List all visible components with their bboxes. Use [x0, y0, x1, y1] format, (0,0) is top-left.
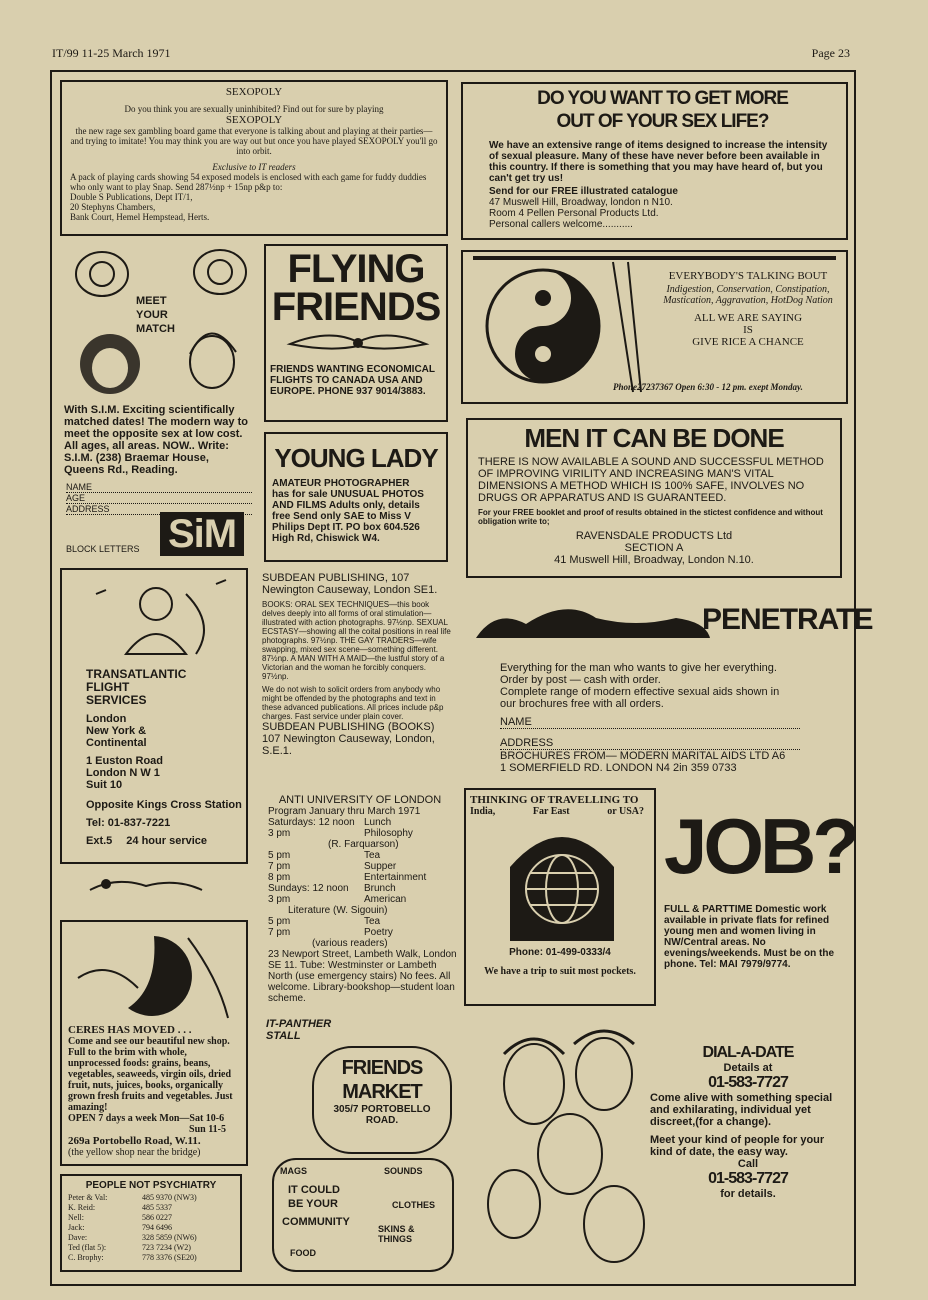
- young-lady-ad: [264, 432, 448, 562]
- dial-body: Come alive with something special and exhilarating, individual yet discreet,(for a change).: [650, 1092, 833, 1128]
- flying-title-2: FRIENDS: [271, 285, 441, 329]
- rice-line-2: ALL WE ARE SAYING: [693, 312, 803, 324]
- men-ad: [466, 418, 842, 578]
- ceres-address: 269a Portobello Road, W.11.: [68, 1135, 201, 1147]
- penetrate-line-3: Complete range of modern effective sexual aids shown in: [500, 686, 780, 698]
- pnp-name: Dave:: [68, 1233, 88, 1242]
- schedule-item: (various readers): [312, 938, 388, 949]
- reclining-figure-icon: [466, 588, 716, 648]
- travel-dest-usa: or USA?: [607, 806, 644, 817]
- transatlantic-service: 24 hour service: [126, 835, 208, 847]
- people-not-psychiatry-ad: [60, 1174, 242, 1272]
- rice-ad: [461, 250, 848, 404]
- sexopoly-address-1: Double S Publications, Dept IT/1,: [70, 192, 193, 202]
- panther-word-be-your: BE YOUR: [288, 1198, 338, 1210]
- globe-icon: [470, 817, 654, 947]
- penetrate-address-field[interactable]: ADDRESS: [500, 737, 800, 750]
- sim-field-name[interactable]: NAME: [66, 482, 252, 493]
- travel-phone: Phone: 01-499-0333/4: [509, 947, 611, 958]
- men-address: 41 Muswell Hill, Broadway, London N.10.: [554, 554, 754, 566]
- schedule-time: 3 pm: [268, 828, 291, 839]
- pnp-tel: 586 0227: [142, 1213, 172, 1222]
- rice-list: Indigestion, Conservation, Constipation, Mastication, Aggravation, HotDog Nation: [663, 284, 833, 306]
- travel-tagline: We have a trip to suit most pockets.: [484, 966, 636, 977]
- schedule-item: Supper: [364, 861, 397, 872]
- sexlife-address-2: Room 4 Pellen Personal Products Ltd.: [489, 208, 659, 219]
- transatlantic-address-3: Suit 10: [86, 779, 123, 791]
- pnp-name: Peter & Val:: [68, 1193, 108, 1202]
- ceres-note: (the yellow shop near the bridge): [68, 1147, 201, 1158]
- penetrate-line-1: Everything for the man who wants to give her everything.: [500, 662, 777, 674]
- men-small: For your FREE booklet and proof of results obtained in the stictest confidence and without obligation write to;: [478, 508, 823, 526]
- transatlantic-name-3: SERVICES: [86, 693, 147, 707]
- pnp-name: K. Reid:: [68, 1203, 96, 1212]
- sexopoly-exclusive: Exclusive to IT readers: [212, 162, 296, 172]
- pnp-tel: 778 3376 (SE20): [142, 1253, 197, 1262]
- rice-line-3: IS: [743, 324, 753, 336]
- schedule-item: Philosophy: [364, 828, 413, 839]
- pnp-name: C. Brophy:: [68, 1253, 104, 1262]
- transatlantic-name-2: FLIGHT: [86, 680, 130, 694]
- transatlantic-opposite: Opposite Kings Cross Station: [86, 799, 242, 811]
- sim-logo: SiM: [160, 512, 244, 556]
- dial-call: Call: [737, 1158, 759, 1170]
- anti-university-ad: [262, 794, 458, 1016]
- pnp-tel: 723 7234 (W2): [142, 1243, 191, 1252]
- penetrate-name-field[interactable]: NAME: [500, 716, 800, 729]
- flying-body: FRIENDS WANTING ECONOMICAL FLIGHTS TO CANADA USA AND EUROPE. PHONE 937 9014/3883.: [270, 364, 435, 397]
- schedule-time: Sundays: 12 noon: [268, 883, 349, 894]
- sim-bubble-match: MATCH: [136, 323, 175, 335]
- transatlantic-city-3: Continental: [86, 737, 147, 749]
- penetrate-ad: [466, 588, 873, 784]
- schedule-item: Literature (W. Sigouin): [288, 905, 388, 916]
- panther-word-it-could: IT COULD: [288, 1184, 340, 1196]
- sexopoly-intro: Do you think you are sexually uninhibited? Find out for sure by playing: [124, 104, 384, 114]
- schedule-time: [268, 839, 328, 850]
- schedule-item: Tea: [364, 916, 381, 927]
- sexlife-headline-2: OUT OF YOUR SEX LIFE?: [556, 111, 769, 132]
- pnp-name: Nell:: [68, 1213, 84, 1222]
- yin-yang-leaves-icon: [68, 928, 240, 1024]
- transatlantic-ext: Ext.5: [86, 835, 113, 847]
- sexlife-address-1: 47 Muswell Hill, Broadway, london n N10.: [489, 197, 673, 208]
- flying-friends-ad: [264, 244, 448, 422]
- job-ad: [664, 798, 857, 984]
- subdean-ad: [262, 572, 454, 786]
- panther-address-1: 305/7 PORTOBELLO: [333, 1104, 431, 1115]
- schedule-item: American: [364, 894, 407, 905]
- sim-block-letters: BLOCK LETTERS: [66, 544, 140, 554]
- transatlantic-city-2: New York &: [86, 725, 147, 737]
- subdean-title-2: Newington Causeway, London SE1.: [262, 584, 438, 596]
- sim-body: With S.I.M. Exciting scientifically matched dates! The modern way to meet the opposite sex at low cost. All ages, all areas. NOW.. Write: S.I.M. (238) Braemar House, Queens Rd., Reading.: [64, 404, 248, 476]
- panther-word-sounds: SOUNDS: [384, 1166, 423, 1176]
- sexopoly-ad: [60, 80, 448, 236]
- men-title: MEN IT CAN BE DONE: [524, 423, 784, 453]
- sim-field-age[interactable]: AGE: [66, 493, 252, 504]
- traveller-icon: [86, 574, 246, 664]
- schedule-item: Poetry: [364, 927, 393, 938]
- pnp-name: Jack:: [68, 1223, 85, 1232]
- sexlife-headline-1: DO YOU WANT TO GET MORE: [537, 88, 788, 109]
- rice-line-4: GIVE RICE A CHANCE: [692, 336, 804, 348]
- transatlantic-address-1: 1 Euston Road: [86, 755, 164, 767]
- pnp-tel: 794 6496: [142, 1223, 172, 1232]
- subdean-note: We do not wish to solicit orders from anybody who might be offended by the photographs and text in these advanced publications. All prices include p&p charges. Fast service under plain cover.: [262, 685, 444, 721]
- anti-uni-schedule: [262, 817, 458, 949]
- panther-word-skins: SKINS & THINGS: [378, 1224, 415, 1244]
- rice-phone: Phone27237367 Open 6:30 - 12 pm. exept Monday.: [613, 382, 803, 392]
- travel-title: THINKING OF TRAVELLING TO: [470, 794, 639, 806]
- sexlife-catalogue: Send for our FREE illustrated catalogue: [489, 186, 678, 197]
- panther-address-2: ROAD.: [365, 1115, 399, 1126]
- panther-stall-2: STALL: [266, 1030, 301, 1042]
- schedule-time: 3 pm: [268, 894, 291, 905]
- transatlantic-address-2: London N W 1: [86, 767, 160, 779]
- schedule-time: [268, 905, 288, 916]
- ceres-sun: Sun 11-5: [189, 1124, 226, 1135]
- subdean-footer: SUBDEAN PUBLISHING (BOOKS) 107 Newington Causeway, London, S.E.1.: [262, 721, 435, 757]
- panther-market-1: FRIENDS: [341, 1057, 423, 1079]
- penetrate-street: 1 SOMERFIELD RD. LONDON N4 2in 359 0733: [500, 762, 737, 774]
- transatlantic-tel: Tel: 01-837-7221: [86, 817, 171, 829]
- penetrate-title: PENETRATE: [702, 603, 873, 636]
- sim-field-address[interactable]: ADDRESS: [66, 504, 252, 515]
- young-lady-title: YOUNG LADY: [274, 443, 438, 473]
- transatlantic-ad: [60, 568, 248, 864]
- schedule-time: 8 pm: [268, 872, 291, 883]
- schedule-time: 7 pm: [268, 927, 291, 938]
- ceres-body: Come and see our beautiful new shop. Full to the brim with whole, unprocessed foods: grains, beans, vegetables, seaweeds, virgin oils, dried fruit, nuts, juices, books, organically grown fresh fruits and vegetables. Just amazing!: [68, 1036, 233, 1113]
- travel-dest-india: India,: [470, 806, 496, 817]
- reclining-figure-divider-icon: [86, 872, 206, 896]
- pnp-name: Ted (flat 5):: [68, 1243, 107, 1252]
- schedule-item: (R. Farquarson): [328, 839, 399, 850]
- dial-phone-2: 01-583-7727: [708, 1170, 788, 1187]
- sexlife-address-3: Personal callers welcome...........: [489, 219, 633, 230]
- sim-bubble-meet: MEET: [136, 295, 167, 307]
- schedule-item: Brunch: [364, 883, 396, 894]
- sim-bubble-your: YOUR: [136, 309, 168, 321]
- faces-collage-illustration: [474, 1024, 664, 1280]
- schedule-time: [268, 938, 312, 949]
- dial-title: DIAL-A-DATE: [702, 1044, 794, 1061]
- schedule-time: Saturdays: 12 noon: [268, 817, 355, 828]
- transatlantic-name-1: TRANSATLANTIC: [86, 667, 187, 681]
- penetrate-line-2: Order by post — cash with order.: [500, 674, 661, 686]
- young-lady-sub: AMATEUR PHOTOGRAPHER: [272, 478, 410, 489]
- ceres-ad: [60, 920, 248, 1166]
- dial-details: Details at: [723, 1062, 773, 1074]
- job-title: JOB?: [664, 802, 857, 890]
- panther-word-clothes: CLOTHES: [392, 1200, 436, 1210]
- anti-uni-title: ANTI UNIVERSITY OF LONDON: [278, 794, 442, 806]
- schedule-item: Tea: [364, 850, 381, 861]
- sexopoly-title: SEXOPOLY: [225, 86, 283, 98]
- panther-market-ad: [262, 1018, 452, 1276]
- sexopoly-body: the new rage sex gambling board game that everyone is talking about and playing at their parties—and trying to imitate! You may think you are way out but once you have played SEXOPOLY you'll go into orbit.: [70, 126, 438, 156]
- men-section: SECTION A: [624, 542, 684, 554]
- schedule-item: Lunch: [364, 817, 392, 828]
- young-lady-body: has for sale UNUSUAL PHOTOS AND FILMS Adults only, details free Send only SAE to Miss V Philips Dept IT. PO box 604.526 High Rd, Chiswick W4.: [272, 489, 424, 544]
- sexlife-body: We have an extensive range of items designed to increase the intensity of sexual pleasure. Many of these have never before been available in this country. If there is something that you may have heard of, but you can't get try us!: [489, 140, 828, 184]
- sexlife-ad: [461, 82, 848, 240]
- anti-uni-program: Program January thru March 1971: [268, 806, 421, 817]
- page-header-left: IT/99 11-25 March 1971: [52, 46, 171, 60]
- panther-word-community: COMMUNITY: [282, 1216, 350, 1228]
- travel-dest-far-east: Far East: [532, 806, 570, 817]
- dial-for: for details.: [720, 1188, 776, 1200]
- rice-line-1: EVERYBODY'S TALKING BOUT: [668, 270, 828, 282]
- panther-word-food: FOOD: [290, 1248, 316, 1258]
- penetrate-brochures: BROCHURES FROM— MODERN MARITAL AIDS LTD A6: [500, 750, 786, 762]
- schedule-time: 7 pm: [268, 861, 291, 872]
- subdean-title-1: SUBDEAN PUBLISHING, 107: [262, 572, 410, 584]
- dial-phone: 01-583-7727: [708, 1074, 788, 1091]
- pnp-title: PEOPLE NOT PSYCHIATRY: [85, 1180, 217, 1191]
- transatlantic-city-1: London: [86, 713, 127, 725]
- winged-eye-icon: [270, 326, 446, 358]
- subdean-books: BOOKS: ORAL SEX TECHNIQUES—this book delves deeply into all forms of oral stimulation—illustrated with action photographs. 97½np. SEXUAL ECSTASY—showing all the coital positions in real life photographs. 97½np. THE GAY TRADERS—wife swapping, mixed sex scene—something different. 87½np. A MAN WITH A MAID—the lustful story of a Victorian and the woman he forcibly conquers. 97½np.: [262, 600, 451, 681]
- pnp-tel: 485 9370 (NW3): [142, 1193, 197, 1202]
- ceres-title: CERES HAS MOVED . . .: [68, 1024, 192, 1036]
- schedule-time: 5 pm: [268, 850, 291, 861]
- schedule-item: Entertainment: [364, 872, 427, 883]
- men-body: THERE IS NOW AVAILABLE A SOUND AND SUCCESSFUL METHOD OF IMPROVING VIRILITY AND INCREASING MAN'S VITAL DIMENSIONS A METHOD WHICH IS 100% SAFE, INVOLVES NO DRUGS OR APPARATUS AND IS GUARANTEED.: [478, 456, 824, 504]
- sim-ad: [60, 244, 256, 560]
- job-body: FULL & PARTTIME Domestic work available in private flats for refined young men and women living in NW/Central areas. No evenings/weekends. Must be on the phone. Tel: MAI 7979/9774.: [664, 904, 835, 970]
- dial-meet: Meet your kind of people for your kind of date, the easy way.: [650, 1134, 825, 1158]
- men-company: RAVENSDALE PRODUCTS Ltd: [575, 530, 733, 542]
- penetrate-line-4: our brochures free with all orders.: [500, 698, 664, 710]
- sexopoly-address-2: 20 Stephyns Chambers,: [70, 202, 156, 212]
- schedule-time: 5 pm: [268, 916, 291, 927]
- dial-a-date-ad: [460, 1014, 850, 1282]
- panther-word-mags: MAGS: [280, 1166, 307, 1176]
- sexopoly-name: SEXOPOLY: [225, 114, 283, 126]
- pnp-tel: 485 5337: [142, 1203, 172, 1212]
- ceres-open: OPEN 7 days a week Mon—Sat 10-6: [68, 1113, 225, 1124]
- anti-uni-address: 23 Newport Street, Lambeth Walk, London SE 11. Tube: Westminster or Lambeth North (use emergency stairs) No fees. All welcome. Library-bookshop—student loan scheme.: [268, 949, 457, 1004]
- page-number: Page 23: [811, 46, 850, 60]
- flying-title-1: FLYING: [287, 247, 425, 291]
- sexopoly-address-3: Bank Court, Hemel Hempstead, Herts.: [70, 212, 210, 222]
- panther-market-2: MARKET: [342, 1081, 422, 1103]
- sexopoly-offer: A pack of playing cards showing 54 exposed models is enclosed with each game for fuddy duddies who only want to play Snap. Send 287½np + 15np p&p to:: [70, 172, 427, 192]
- panther-stall-1: IT-PANTHER: [266, 1018, 332, 1030]
- travel-ad: [464, 788, 656, 1006]
- pnp-tel: 328 5859 (NW6): [142, 1233, 197, 1242]
